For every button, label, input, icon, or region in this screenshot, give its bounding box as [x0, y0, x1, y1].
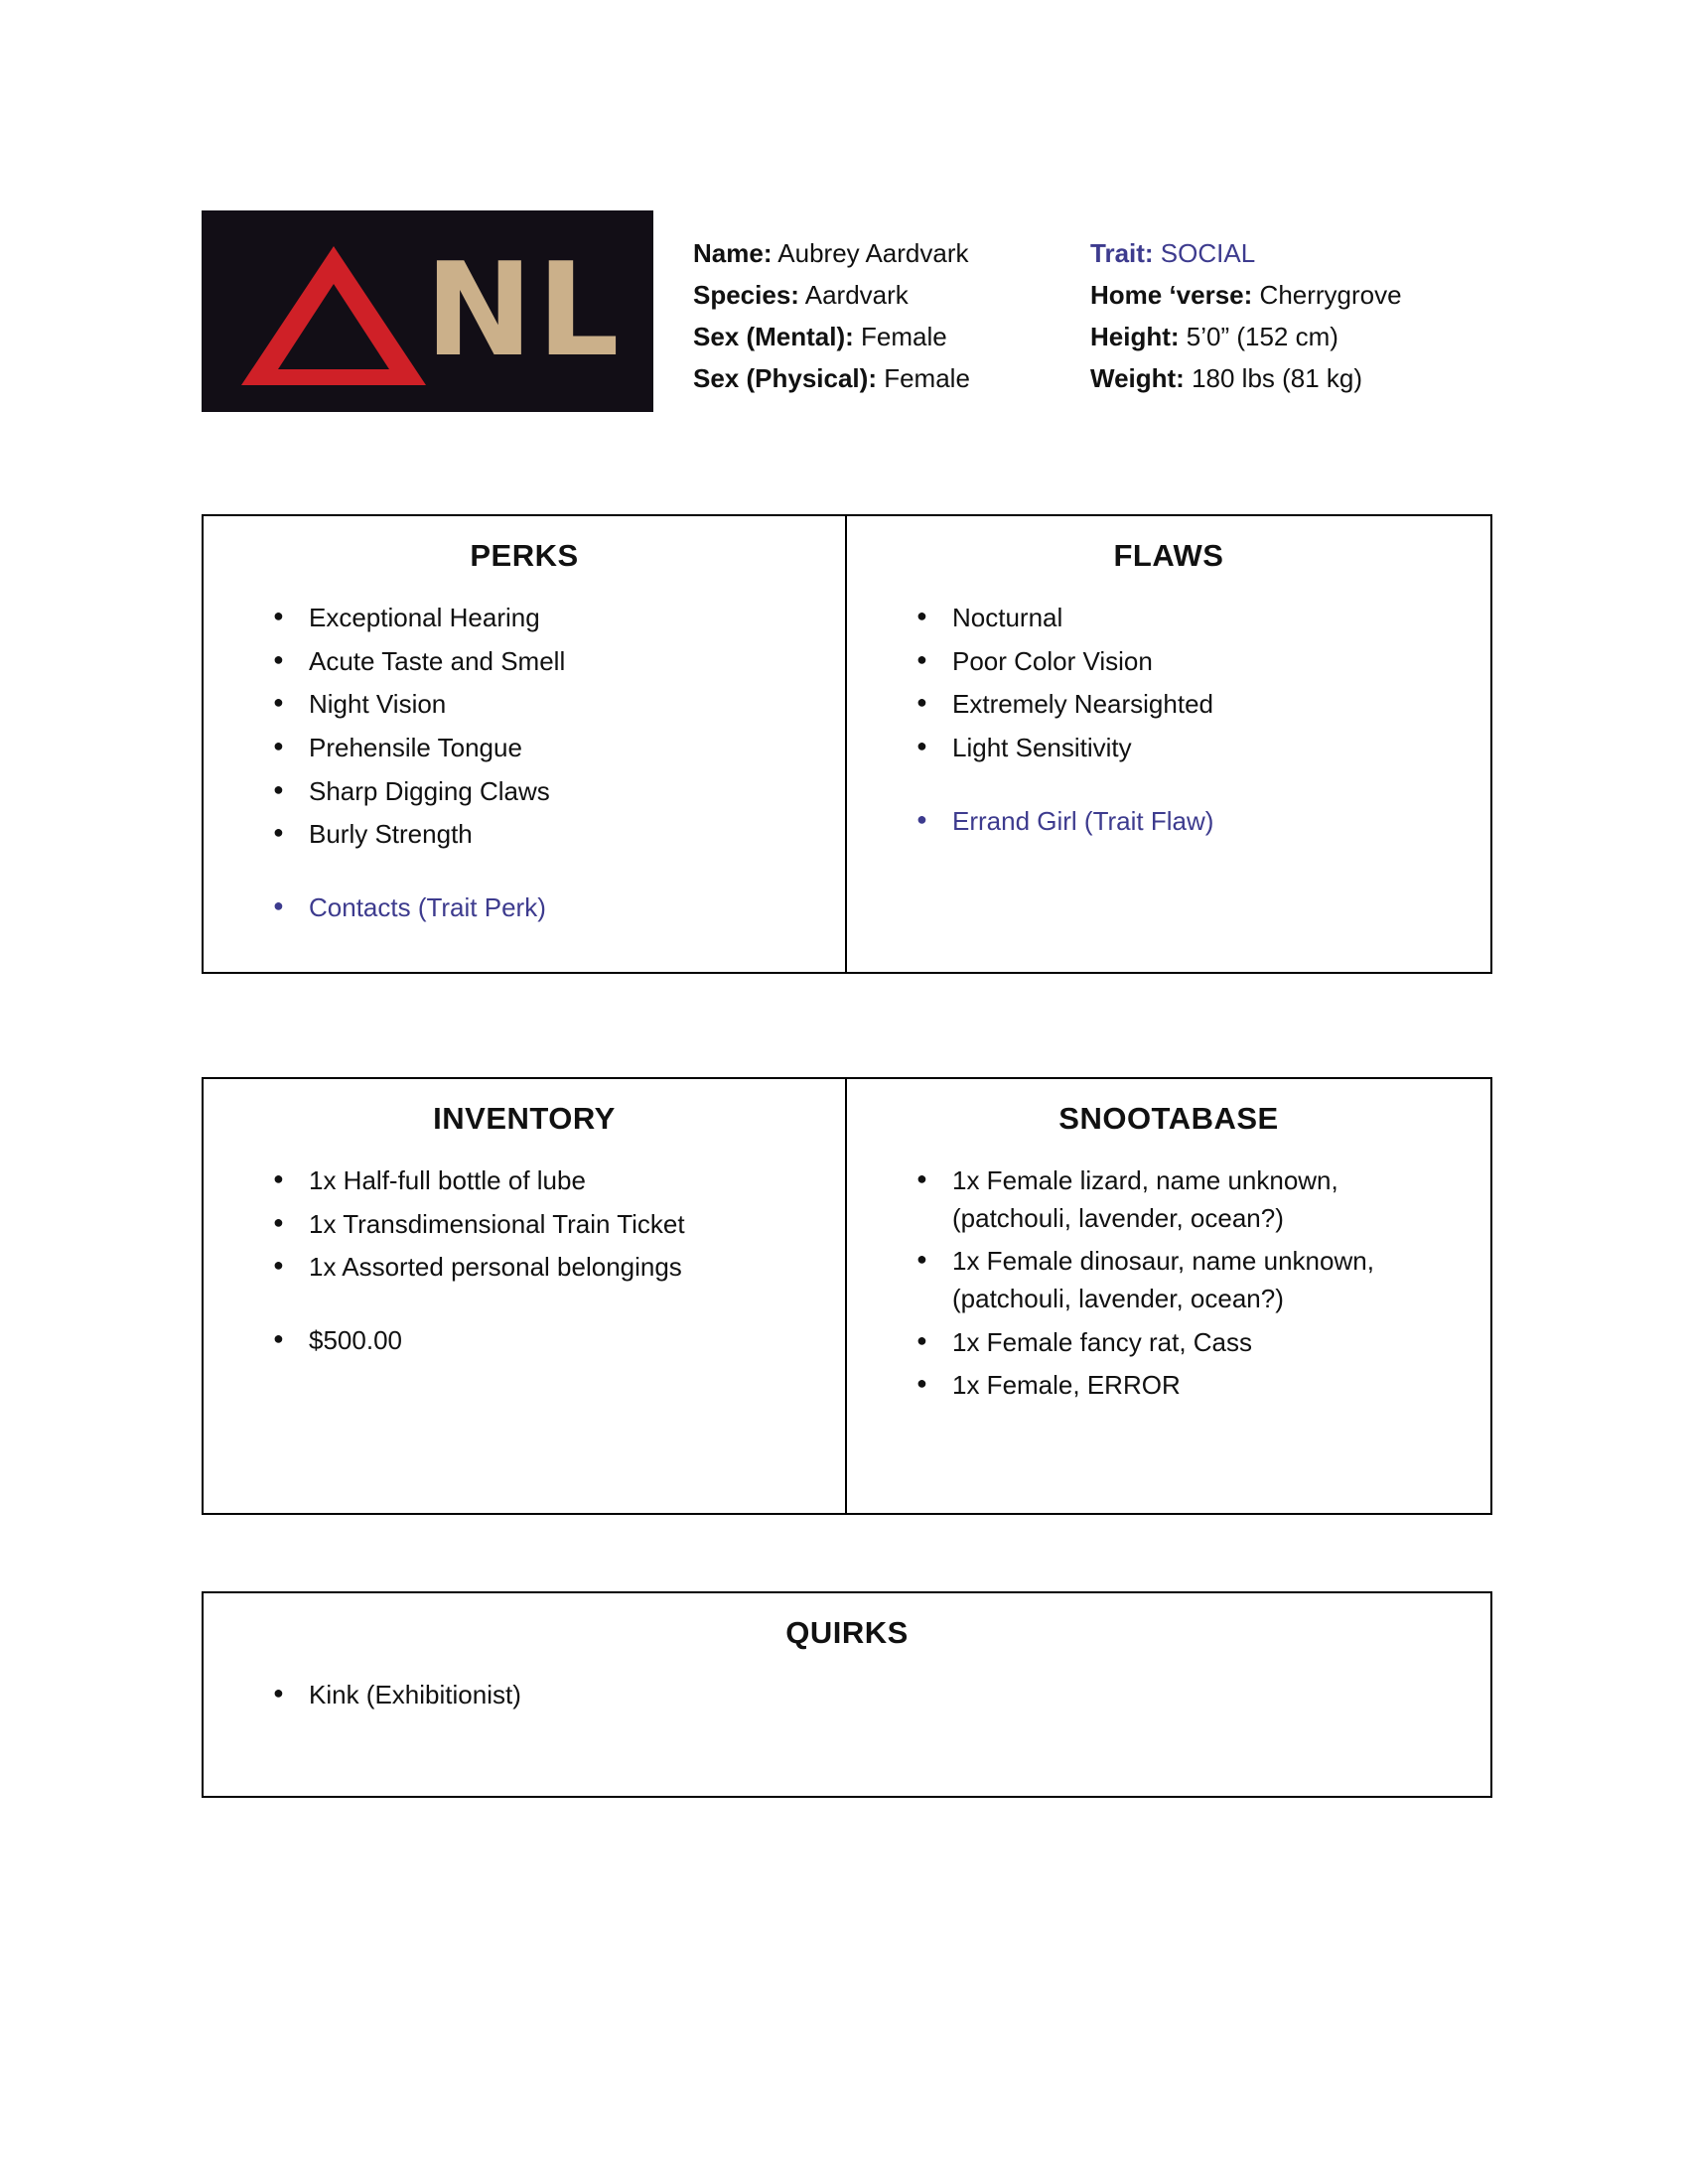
identity-row-sex-physical [693, 357, 1090, 399]
logo-letters: NL [425, 234, 624, 385]
perks-title: PERKS [470, 538, 579, 573]
list-item: ● Burly Strength [265, 816, 815, 854]
identity-row-height [1090, 316, 1527, 357]
inventory-title: INVENTORY [433, 1101, 616, 1136]
perks-section [204, 516, 847, 972]
identity-row-species [693, 274, 1090, 316]
list-item: ● 1x Female dinosaur, name unknown, (patchouli, lavender, ocean?) [909, 1243, 1461, 1317]
identity-value: Female [876, 363, 970, 394]
identity-label: Home ‘verse: [1090, 280, 1253, 311]
anl-logo [202, 210, 653, 412]
flaws-section [847, 516, 1490, 972]
list-item: ● Light Sensitivity [909, 730, 1461, 767]
identity-value: Aubrey Aardvark [772, 238, 969, 268]
list-item: ● Exceptional Hearing [265, 600, 815, 637]
identity-value: 180 lbs (81 kg) [1184, 363, 1363, 394]
identity-label: Sex (Mental): [693, 322, 854, 352]
inventory-list [204, 1162, 845, 1360]
snootabase-section [847, 1079, 1490, 1513]
list-item: ● Night Vision [265, 686, 815, 724]
list-item: ● 1x Assorted personal belongings [265, 1249, 815, 1287]
list-item: ● Acute Taste and Smell [265, 643, 815, 681]
list-item: ● 1x Female lizard, name unknown, (patchouli, lavender, ocean?) [909, 1162, 1461, 1237]
flaws-title: FLAWS [1113, 538, 1224, 573]
identity-row-home-verse [1090, 274, 1527, 316]
list-item: ● Nocturnal [909, 600, 1461, 637]
perks-flaws-panel [202, 514, 1492, 974]
inventory-snootabase-panel [202, 1077, 1492, 1515]
list-item: ● Contacts (Trait Perk) [265, 889, 815, 927]
snootabase-title: SNOOTABASE [1058, 1101, 1279, 1136]
identity-value: Female [853, 322, 947, 352]
snootabase-list [847, 1162, 1490, 1405]
list-item: ● 1x Female, ERROR [909, 1367, 1461, 1405]
list-item: ● Errand Girl (Trait Flaw) [909, 803, 1461, 841]
identity-value: Cherrygrove [1252, 280, 1402, 311]
quirks-panel [202, 1591, 1492, 1798]
inventory-section [204, 1079, 847, 1513]
list-item: ● $500.00 [265, 1322, 815, 1360]
identity-row-weight [1090, 357, 1527, 399]
perks-list [204, 600, 845, 927]
identity-label: Sex (Physical): [693, 363, 877, 394]
list-item: ● 1x Transdimensional Train Ticket [265, 1206, 815, 1244]
identity-label: Species: [693, 280, 799, 311]
identity-row-sex-mental [693, 316, 1090, 357]
list-item: ● Prehensile Tongue [265, 730, 815, 767]
identity-label: Trait: [1090, 238, 1154, 268]
list-item: ● Extremely Nearsighted [909, 686, 1461, 724]
delta-triangle-inner-icon [278, 284, 389, 369]
identity-value: SOCIAL [1153, 238, 1256, 268]
identity-value: Aardvark [798, 280, 909, 311]
identity-value: 5’0” (152 cm) [1179, 322, 1338, 352]
flaws-list [847, 600, 1490, 840]
identity-column-left [693, 232, 1090, 399]
list-item: ● Sharp Digging Claws [265, 773, 815, 811]
quirks-title: QUIRKS [785, 1615, 909, 1650]
list-item: ● 1x Female fancy rat, Cass [909, 1324, 1461, 1362]
identity-column-right [1090, 232, 1527, 399]
list-item: ● Kink (Exhibitionist) [265, 1677, 1461, 1714]
identity-block [693, 210, 1527, 399]
list-item: ● Poor Color Vision [909, 643, 1461, 681]
identity-label: Name: [693, 238, 773, 268]
identity-label: Weight: [1090, 363, 1185, 394]
identity-label: Height: [1090, 322, 1180, 352]
identity-row-trait [1090, 232, 1527, 274]
sheet-header [202, 210, 1492, 412]
quirks-list [204, 1677, 1490, 1714]
identity-row-name [693, 232, 1090, 274]
list-item: ● 1x Half-full bottle of lube [265, 1162, 815, 1200]
